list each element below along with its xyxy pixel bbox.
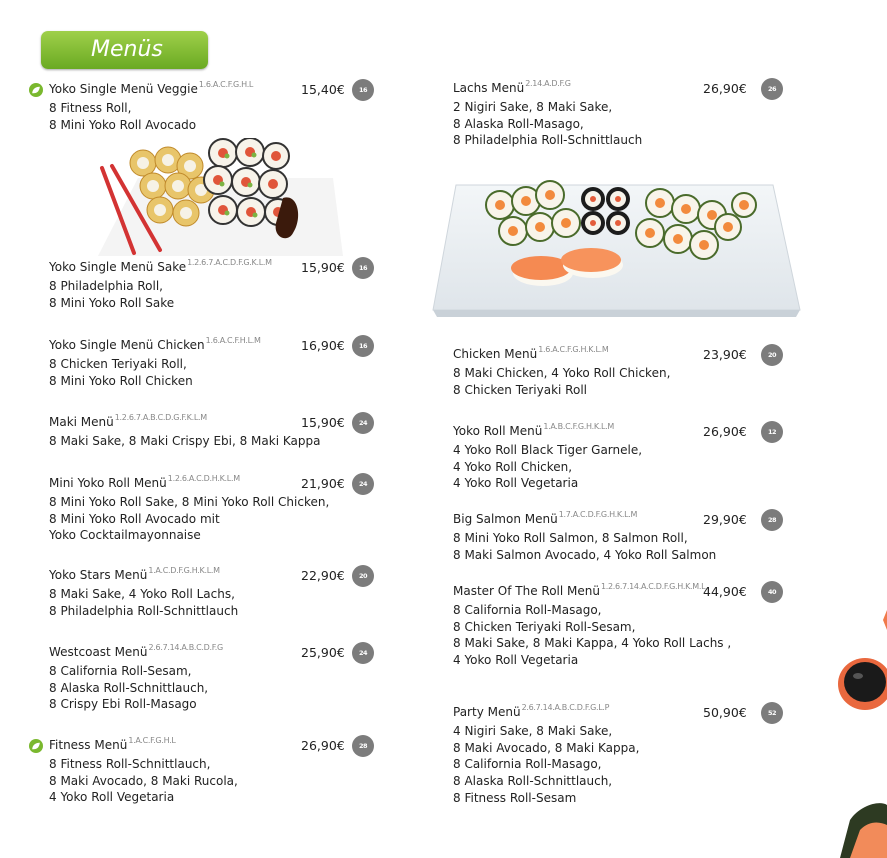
menu-item-description (453, 602, 731, 669)
description-line: 4 Yoko Roll Chicken, (453, 459, 573, 474)
description-line: 8 Alaska Roll-Masago, (453, 116, 584, 131)
menu-item-name (49, 79, 253, 99)
veggie-leaf-icon (29, 83, 43, 97)
description-line: 8 Mini Yoko Roll Sake, 8 Mini Yoko Roll Chicken, (49, 495, 330, 509)
allergen-codes: 2.6.7.14.A.B.C.D.F.G.L.P (521, 703, 610, 712)
menu-item-title: Yoko Single Menü Chicken (49, 338, 205, 352)
piece-count-badge: 16 Stk. (352, 257, 374, 279)
menu-item-title: Yoko Single Menü Sake (49, 260, 187, 274)
description-line: 8 Maki Sake, 8 Maki Kappa, 4 Yoko Roll Lachs , (453, 636, 732, 651)
description-line: 8 Maki Avocado, 8 Maki Kappa, (453, 740, 640, 755)
description-line: 4 Nigiri Sake, 8 Maki Sake, (453, 724, 613, 738)
menu-item (453, 509, 716, 563)
description-line: 8 Crispy Ebi Roll-Masago (49, 697, 197, 712)
menu-item-name (453, 78, 642, 98)
menu-item-name (49, 473, 329, 493)
menu-item-title: Chicken Menü (453, 347, 538, 361)
menu-item-description (453, 530, 716, 563)
menu-item-name (49, 257, 272, 277)
menu-item-title: Party Menü (453, 705, 521, 719)
menu-item-title: Maki Menü (49, 415, 114, 429)
description-line: 8 Maki Chicken, 4 Yoko Roll Chicken, (453, 366, 671, 380)
menu-item-description (49, 100, 253, 133)
allergen-codes: 1.A.C.F.G.H.L (128, 736, 176, 745)
menu-item-name (49, 412, 320, 432)
allergen-codes: 2.6.7.14.A.B.C.D.F.G (148, 643, 223, 652)
menu-item-description (49, 356, 261, 389)
menu-item-name (453, 344, 670, 364)
piece-count-badge: 28 Stk. (352, 735, 374, 757)
menu-item-price: 15,90€ (301, 260, 345, 275)
menu-item-title: Yoko Stars Menü (49, 568, 148, 582)
menu-item-price: 15,90€ (301, 415, 345, 430)
description-line: 8 Maki Sake, 4 Yoko Roll Lachs, (49, 587, 235, 601)
menu-item-price: 25,90€ (301, 645, 345, 660)
menu-item-price: 22,90€ (301, 568, 345, 583)
menu-item-price: 26,90€ (703, 424, 747, 439)
menu-item (49, 79, 253, 133)
menu-item (49, 565, 238, 619)
menu-item-title: Lachs Menü (453, 81, 525, 95)
menu-item-name (453, 421, 642, 441)
menu-item-price: 26,90€ (301, 738, 345, 753)
description-line: 8 Chicken Teriyaki Roll-Sesam, (453, 619, 636, 634)
description-line: 8 Chicken Teriyaki Roll (453, 382, 587, 397)
menus-heading: Menüs (41, 31, 208, 69)
menu-item (49, 642, 223, 713)
piece-count-badge: 20 Stk. (761, 344, 783, 366)
sushi-platter-photo (428, 165, 803, 325)
menu-item-name (49, 335, 261, 355)
description-line: 8 California Roll-Masago, (453, 757, 602, 772)
description-line: 4 Yoko Roll Vegetaria (453, 476, 579, 491)
allergen-codes: 1.6.A.C.F.G.H.K.L.M (538, 345, 609, 354)
roll-group-right (204, 138, 291, 226)
menu-item (49, 412, 320, 450)
menu-item-description (49, 494, 329, 544)
menu-item-description (49, 278, 272, 311)
menu-item-title: Mini Yoko Roll Menü (49, 476, 167, 490)
menu-item-price: 23,90€ (703, 347, 747, 362)
menu-item (49, 257, 272, 311)
menu-item-description (49, 586, 238, 619)
piece-count-badge: 16 Stk. (352, 79, 374, 101)
menu-item-name (49, 735, 238, 755)
menu-item-description (49, 433, 320, 450)
menu-item-title: Yoko Roll Menü (453, 424, 543, 438)
menu-item-price: 15,40€ (301, 82, 345, 97)
menu-item-price: 21,90€ (301, 476, 345, 491)
menu-item-title: Master Of The Roll Menü (453, 584, 600, 598)
menu-item-description (49, 663, 223, 713)
menu-item (453, 702, 639, 807)
piece-count-badge: 24 Stk. (352, 412, 374, 434)
description-line: 8 Maki Avocado, 8 Maki Rucola, (49, 773, 238, 788)
menu-item (49, 735, 238, 806)
description-line: 8 California Roll-Sesam, (49, 664, 192, 678)
sushi-photo-small (98, 138, 343, 256)
menu-item-description (453, 442, 642, 492)
menu-item-name (49, 642, 223, 662)
description-line: 4 Yoko Roll Black Tiger Garnele, (453, 443, 643, 457)
allergen-codes: 1.A.C.D.F.G.H.K.L.M (148, 566, 220, 575)
menu-item-description (453, 723, 639, 807)
description-line: 2 Nigiri Sake, 8 Maki Sake, (453, 100, 613, 114)
description-line: 8 Chicken Teriyaki Roll, (49, 357, 187, 371)
description-line: 8 Alaska Roll-Schnittlauch, (453, 774, 613, 789)
description-line: 8 Fitness Roll-Schnittlauch, (49, 757, 211, 771)
piece-count-badge: 20 Stk. (352, 565, 374, 587)
allergen-codes: 1.6.A.C.F.H.L.M (205, 336, 261, 345)
menu-item-price: 29,90€ (703, 512, 747, 527)
description-line: 8 Maki Salmon Avocado, 4 Yoko Roll Salmon (453, 547, 717, 562)
allergen-codes: 1.7.A.C.D.F.G.H.K.L.M (558, 510, 638, 519)
menu-item (49, 335, 261, 389)
piece-count-badge: 16 Stk. (352, 335, 374, 357)
description-line: 8 Mini Yoko Roll Avocado mit (49, 511, 220, 526)
description-line: 8 Philadelphia Roll-Schnittlauch (49, 603, 239, 618)
allergen-codes: 1.2.6.7.14.A.C.D.F.G.H.K.M.L (600, 582, 706, 591)
menu-item-name (453, 581, 731, 601)
menu-item-description (49, 756, 238, 806)
description-line: 8 California Roll-Masago, (453, 603, 602, 617)
allergen-codes: 1.A.B.C.F.G.H.K.L.M (543, 422, 615, 431)
menu-item-title: Fitness Menü (49, 738, 128, 752)
description-line: 8 Mini Yoko Roll Chicken (49, 373, 193, 388)
description-line: 8 Fitness Roll, (49, 101, 132, 115)
piece-count-badge: 52 Stk. (761, 702, 783, 724)
description-line: 8 Alaska Roll-Schnittlauch, (49, 680, 209, 695)
description-line: 8 Maki Sake, 8 Maki Crispy Ebi, 8 Maki Kappa (49, 434, 321, 448)
veggie-leaf-icon (29, 739, 43, 753)
piece-count-badge: 12 Stk. (761, 421, 783, 443)
description-line: 8 Philadelphia Roll, (49, 279, 163, 293)
soy-sauce-bowl-photo (820, 600, 887, 858)
menu-item-name (453, 509, 716, 529)
piece-count-badge: 40 Stk. (761, 581, 783, 603)
menu-item (453, 78, 642, 149)
description-line: 8 Philadelphia Roll-Schnittlauch (453, 133, 643, 148)
menu-item-name (453, 702, 639, 722)
menu-item-title: Westcoast Menü (49, 645, 148, 659)
menu-item (453, 581, 731, 669)
description-line: 4 Yoko Roll Vegetaria (49, 790, 175, 805)
menu-item-description (453, 365, 670, 398)
menu-item-name (49, 565, 238, 585)
piece-count-badge: 26 Stk. (761, 78, 783, 100)
allergen-codes: 1.6.A.C.F.G.H.L (198, 80, 254, 89)
menu-item-description (453, 99, 642, 149)
menu-item (453, 344, 670, 398)
menu-item-price: 44,90€ (703, 584, 747, 599)
description-line: Yoko Cocktailmayonnaise (49, 528, 201, 543)
menu-item-price: 16,90€ (301, 338, 345, 353)
description-line: 8 Mini Yoko Roll Avocado (49, 117, 197, 132)
allergen-codes: 1.2.6.A.C.D.H.K.L.M (167, 474, 240, 483)
piece-count-badge: 28 Stk. (761, 509, 783, 531)
description-line: 4 Yoko Roll Vegetaria (453, 653, 579, 668)
allergen-codes: 1.2.6.7.A.B.C.D.G.F.K.L.M (114, 413, 207, 422)
menu-item-price: 26,90€ (703, 81, 747, 96)
piece-count-badge: 24 Stk. (352, 642, 374, 664)
description-line: 8 Fitness Roll-Sesam (453, 790, 577, 805)
description-line: 8 Mini Yoko Roll Sake (49, 295, 175, 310)
menu-item-title: Yoko Single Menü Veggie (49, 82, 198, 96)
description-line: 8 Mini Yoko Roll Salmon, 8 Salmon Roll, (453, 531, 688, 545)
allergen-codes: 1.2.6.7.A.C.D.F.G.K.L.M (187, 258, 272, 267)
allergen-codes: 2.14.A.D.F.G (525, 79, 571, 88)
menu-item-price: 50,90€ (703, 705, 747, 720)
piece-count-badge: 24 Stk. (352, 473, 374, 495)
menu-item (49, 473, 329, 544)
menu-item (453, 421, 642, 492)
menu-item-title: Big Salmon Menü (453, 512, 558, 526)
